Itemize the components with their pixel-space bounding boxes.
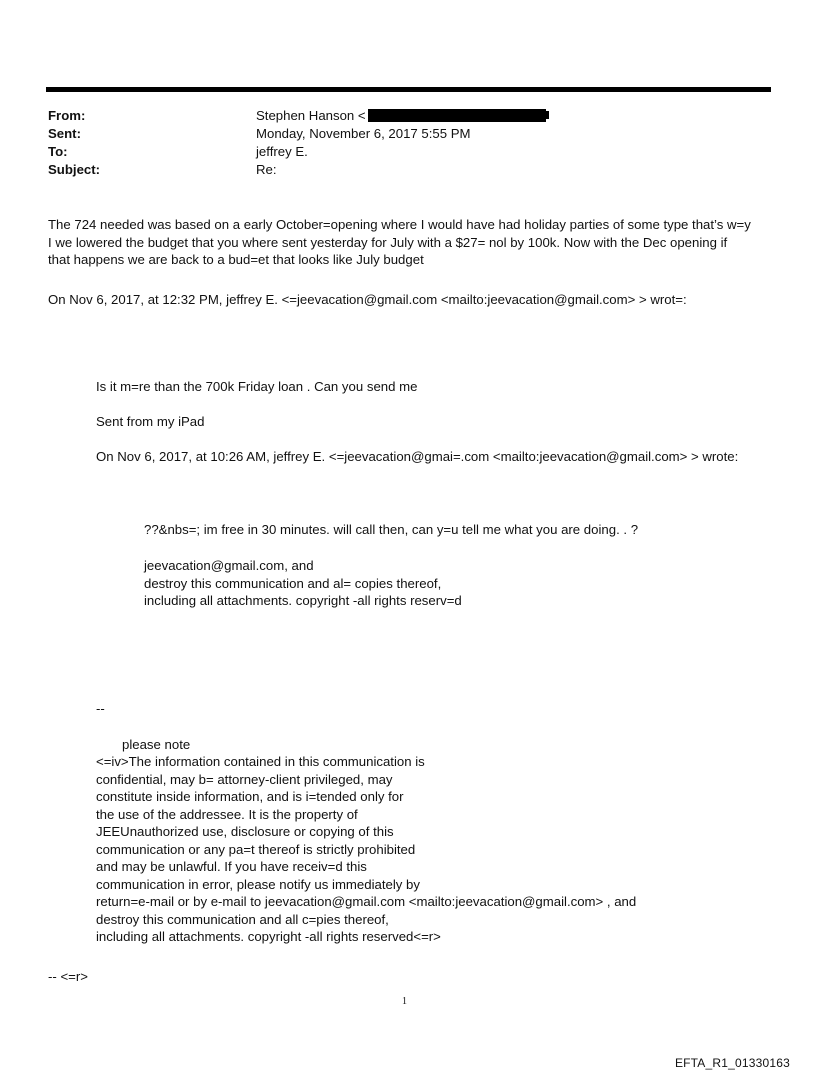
message-body xyxy=(48,216,751,269)
body-line: that happens we are back to a bud=et that looks like July budget xyxy=(48,252,424,267)
notice-line: confidential, may b= attorney-client privileged, may xyxy=(96,771,393,787)
footnote-line: including all attachments. copyright -all rights reserv=d xyxy=(144,593,462,608)
bates-number: EFTA_R1_01330163 xyxy=(674,1056,790,1070)
subject-label: Subject: xyxy=(48,162,101,177)
notice-line: the use of the addressee. It is the property of xyxy=(96,806,358,822)
quote2-text: ??&nbs=; im free in 30 minutes. will call then, can y=u tell me what you are doing. . ? xyxy=(144,522,639,537)
notice-line: return=e-mail or by e-mail to jeevacation@gmail.com <mailto:jeevacation@gmail.com> , and xyxy=(96,894,637,909)
body-line: I we lowered the budget that you where sent yesterday for July with a $27= nol by 100k. Now with the Dec opening if xyxy=(48,234,728,250)
notice-line: <=iv>The information contained in this communication is xyxy=(96,754,425,769)
redaction-box xyxy=(368,109,546,122)
notice-line: communication or any pa=t thereof is strictly prohibited xyxy=(96,841,416,857)
notice-line: communication in error, please notify us immediately by xyxy=(96,876,420,892)
notice-line: destroy this communication and all c=pies thereof, xyxy=(96,911,389,927)
from-name: Stephen Hanson < xyxy=(256,108,366,123)
body-line: The 724 needed was based on a early October=opening where I would have had holiday parties of some type that’s w=y xyxy=(48,217,751,232)
subject-value: Re: xyxy=(256,162,277,177)
from-label: From: xyxy=(48,108,86,123)
to-value: jeffrey E. xyxy=(256,144,308,159)
sent-label: Sent: xyxy=(48,126,81,141)
please-note: please note xyxy=(122,737,191,752)
page-number: 1 xyxy=(402,996,407,1007)
quote1-signature: Sent from my iPad xyxy=(96,414,205,429)
notice-line: constitute inside information, and is i=tended only for xyxy=(96,789,404,804)
signature-dashes: -- xyxy=(96,701,105,716)
end-marker: -- <=r> xyxy=(48,969,88,984)
from-value xyxy=(256,107,549,125)
quote1-text: Is it m=re than the 700k Friday loan . Can you send me xyxy=(96,379,418,394)
quote2-footnote xyxy=(144,557,462,610)
sent-value: Monday, November 6, 2017 5:55 PM xyxy=(256,126,471,141)
notice-line: JEEUnauthorized use, disclosure or copying of this xyxy=(96,824,394,839)
to-label: To: xyxy=(48,144,68,159)
redaction-box-end xyxy=(546,111,549,119)
footnote-line: destroy this communication and al= copies thereof, xyxy=(144,575,442,591)
footnote-line: jeevacation@gmail.com, and xyxy=(144,558,314,573)
notice-line: and may be unlawful. If you have receiv=d this xyxy=(96,859,367,874)
quote1-header: On Nov 6, 2017, at 12:32 PM, jeffrey E. <=jeevacation@gmail.com <mailto:jeevacation@gmail.com> > wrot=: xyxy=(48,292,687,307)
confidentiality-notice xyxy=(96,753,636,946)
header-rule xyxy=(46,87,771,92)
quote2-header: On Nov 6, 2017, at 10:26 AM, jeffrey E. <=jeevacation@gmai=.com <mailto:jeevacation@gmail.com> > wrote: xyxy=(96,449,739,464)
notice-line: including all attachments. copyright -all rights reserved<=r> xyxy=(96,929,441,944)
